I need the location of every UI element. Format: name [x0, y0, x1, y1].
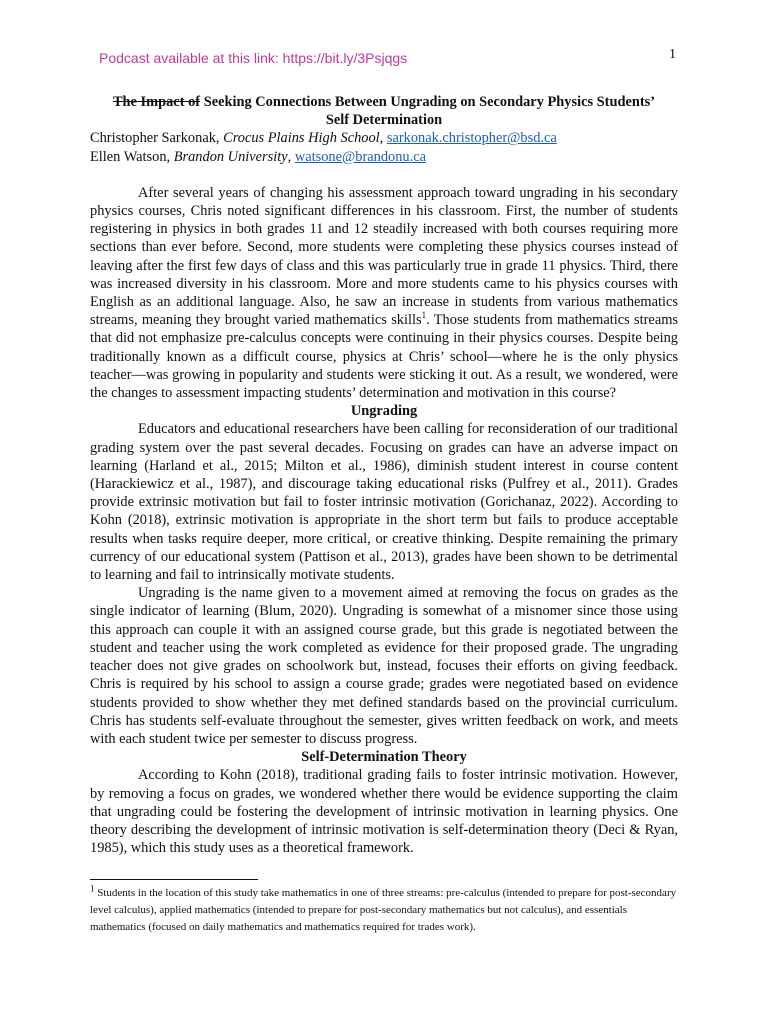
intro-text-part1: After several years of changing his assessment approach toward ungrading in his secondary physics courses, Chris noted significant differences in his classroom. First, the number of students registering in physics in both grades 11 and 12 steadily increased with both courses requiring more sections than ever before. Second, more students were completing these physics courses instead of leaving after the first few days of class and this was particularly true in grade 11 physics. Third, there was increased diversity in his classroom. More and more students came to his physics courses with English as an additional language. Also, he saw an increase in students from various mathematics streams, meaning they brought varied mathematics skills: [90, 184, 678, 329]
author-line: Christopher Sarkonak, Crocus Plains High School, sarkonak.christopher@bsd.ca: [90, 130, 557, 147]
footnote-text: Students in the location of this study take mathematics in one of three streams: pre-calculus (intended to prepare for post-secondary level calculus), applied mathematics (intended to prepare for post-secondary mathematics but not calculus), and essentials mathematics (focused on daily mathematics and mathematics required for trades work).: [90, 887, 677, 933]
section-heading-ungrading: Ungrading: [350, 403, 418, 420]
author-affiliation: Brandon University: [173, 148, 288, 165]
author-email-link[interactable]: sarkonak.christopher@bsd.ca: [386, 130, 557, 147]
body-paragraph: Ungrading is the name given to a movement aimed at removing the focus on grades as the single indicator of learning (Blum, 2020). Ungrading is somewhat of a misnomer since those using this approach can couple it with an assigned course grade, but this grade is negotiated between the student and teacher using the work completed as evidence for their proposed grade. The ungrading teacher does not give grades on schoolwork but, instead, focuses their efforts on giving feedback. Chris is required by his school to assign a course grade; grades were negotiated based on evidence students provided to show whether they met defined standards based on the provincial curriculum. Chris has students self-evaluate throughout the semester, gives written feedback on work, and meets with each student twice per semester to discuss progress.: [90, 585, 678, 747]
footnote-divider: [90, 879, 258, 880]
author-line: Ellen Watson, Brandon University, watsone@brandonu.ca: [90, 148, 426, 165]
footnote: [90, 885, 680, 936]
title-line-2: Self Determination: [325, 112, 443, 129]
page-number: 1: [669, 47, 676, 62]
author-email-link[interactable]: watsone@brandonu.ca: [294, 148, 426, 165]
author-name: Ellen Watson: [90, 148, 167, 165]
footnote-number: 1: [90, 883, 95, 894]
paper-body: [90, 93, 678, 857]
title-line-1: Seeking Connections Between Ungrading on Secondary Physics Students’: [203, 94, 656, 110]
footnote-marker: 1: [421, 310, 427, 321]
author-name: Christopher Sarkonak: [90, 130, 216, 147]
intro-text-part2: . Those students from mathematics streams that did not emphasize pre-calculus concepts were continuing in their physics courses. Despite being traditionally known as a difficult course, physics at Chris’ school—where he is the only physics teacher—was growing in popularity and students were sticking it out. As a result, we wondered, were the changes to assessment impacting students’ determination and motivation in this course?: [90, 312, 679, 402]
section-heading-self-determination: Self-Determination Theory: [301, 749, 467, 766]
body-paragraph: According to Kohn (2018), traditional grading fails to foster intrinsic motivation. However, by removing a focus on grades, we wondered whether there would be evidence supporting the claim that ungrading could be fostering the development of intrinsic motivation in learning physics. One theory describing the development of intrinsic motivation is self-determination theory (Deci & Ryan, 1985), which this study uses as a theoretical framework.: [90, 767, 678, 857]
struck-title-text: The Impact of: [112, 94, 201, 110]
author-affiliation: Crocus Plains High School: [223, 130, 380, 147]
body-paragraph: Educators and educational researchers have been calling for reconsideration of our traditional grading system over the past several decades. Focusing on grades can have an adverse impact on learning (Harland et al., 2015; Milton et al., 1986), diminish student interest in course content (Harackiewicz et al., 1987), and discourage taking educational risks (Pulfrey et al., 2011). Grades provide extrinsic motivation but fail to foster intrinsic motivation (Gorichanaz, 2022). According to Kohn (2018), extrinsic motivation is appropriate in the short term but fails to produce acceptable results when tasks require deeper, more critical, or creative thinking. Despite remaining the primary currency of our educational system (Pattison et al., 2013), grades have been shown to be detrimental to learning and fail to intrinsically motivate students.: [90, 421, 678, 584]
paper-title: [90, 93, 678, 129]
intro-paragraph: [90, 184, 678, 402]
podcast-link[interactable]: Podcast available at this link: https://bit.ly/3Psjqgs: [99, 50, 408, 66]
